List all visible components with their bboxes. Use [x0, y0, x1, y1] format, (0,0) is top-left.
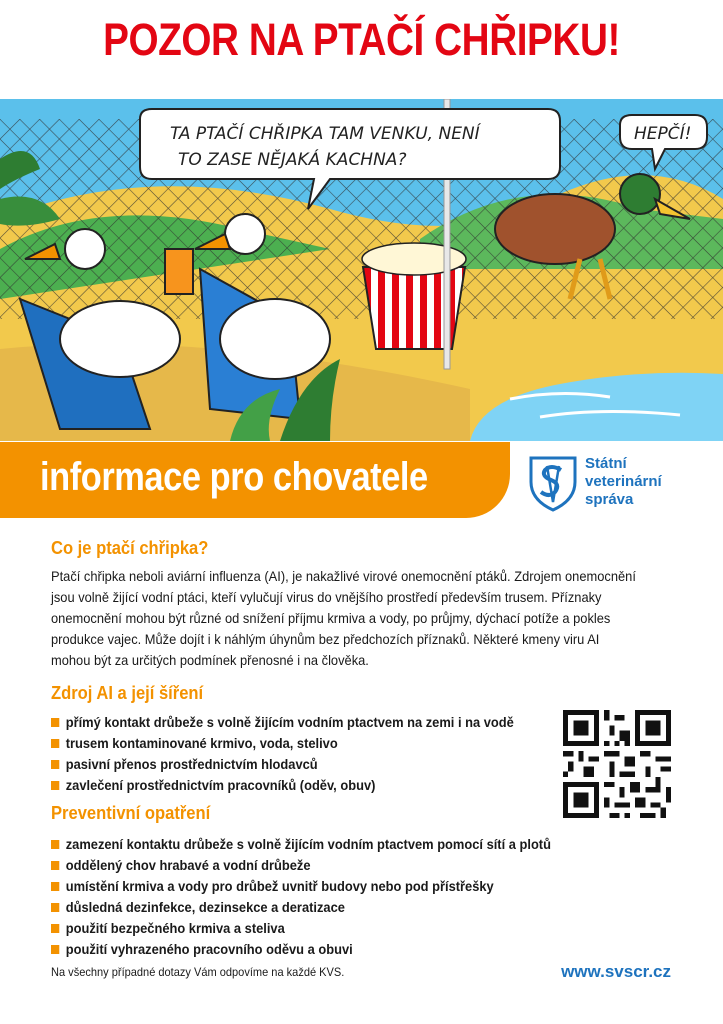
paragraph-what-is	[51, 566, 691, 671]
paragraph-line: jsou volně žijící vodní ptáci, kteří vylučují virus do vnějšího prostředí především trusem. Příznaky	[51, 589, 602, 605]
list-item: umístění krmiva a vody pro drůbež uvnitř budovy nebo pod přístřešky	[51, 876, 551, 897]
logo-line-1: Státní	[585, 455, 627, 472]
speech-bubble-1-line-1: TA PTAČÍ CHŘIPKA TAM VENKU, NENÍ	[170, 124, 480, 144]
list-item: přímý kontakt drůbeže s volně žijícím vodním ptactvem na zemi i na vodě	[51, 712, 514, 733]
paragraph-line: mohou být za určitých podmínek přenosné i na člověka.	[51, 652, 369, 668]
audience-banner	[0, 442, 510, 518]
website-link[interactable]: www.svscr.cz	[561, 962, 671, 981]
prevention-list	[51, 834, 551, 960]
paragraph-line: produkce vajec. Může dojít i k náhlým úhynům bez předchozích příznaků. Některé kmeny viru AI	[51, 631, 600, 647]
list-item: oddělený chov hrabavé a vodní drůbeže	[51, 855, 551, 876]
heading-prevention: Preventivní opatření	[51, 803, 211, 823]
list-item: trusem kontaminované krmivo, voda, stelivo	[51, 733, 514, 754]
cartoon-illustration	[0, 99, 723, 441]
list-item: zavlečení prostřednictvím pracovníků (oděv, obuv)	[51, 775, 514, 796]
banner-text: informace pro chovatele	[40, 455, 428, 499]
logo-line-3: správa	[585, 491, 634, 508]
logo-line-2: veterinární	[585, 473, 662, 490]
speech-bubble-1-line-2: TO ZASE NĚJAKÁ KACHNA?	[178, 150, 407, 170]
speech-bubble-2: HEPČÍ!	[634, 124, 692, 144]
list-item: použití vyhrazeného pracovního oděvu a obuvi	[51, 939, 551, 960]
heading-what-is: Co je ptačí chřipka?	[51, 538, 209, 558]
footer-note: Na všechny případné dotazy Vám odpovíme na každé KVS.	[51, 965, 345, 979]
svs-logo	[527, 452, 707, 522]
list-item: použití bezpečného krmiva a steliva	[51, 918, 551, 939]
paragraph-line: onemocnění mohou být různé od snížení příjmu krmiva a vody, po průjmy, dýchací potíže a pokles	[51, 610, 611, 626]
paragraph-line: Ptačí chřipka neboli aviární influenza (AI), je nakažlivé virové onemocnění ptáků. Zdrojem onemocnění	[51, 568, 636, 584]
source-list	[51, 712, 514, 796]
cartoon-scene	[0, 99, 723, 441]
list-item: pasivní přenos prostřednictvím hlodavců	[51, 754, 514, 775]
qr-code-icon[interactable]	[563, 710, 671, 818]
svs-logo-icon	[527, 452, 579, 512]
list-item: důsledná dezinfekce, dezinsekce a deratizace	[51, 897, 551, 918]
list-item: zamezení kontaktu drůbeže s volně žijícím vodním ptactvem pomocí sítí a plotů	[51, 834, 551, 855]
heading-source: Zdroj AI a její šíření	[51, 683, 204, 703]
logo-text	[585, 455, 695, 509]
poster-title: POZOR NA PTAČÍ CHŘIPKU!	[103, 14, 620, 65]
